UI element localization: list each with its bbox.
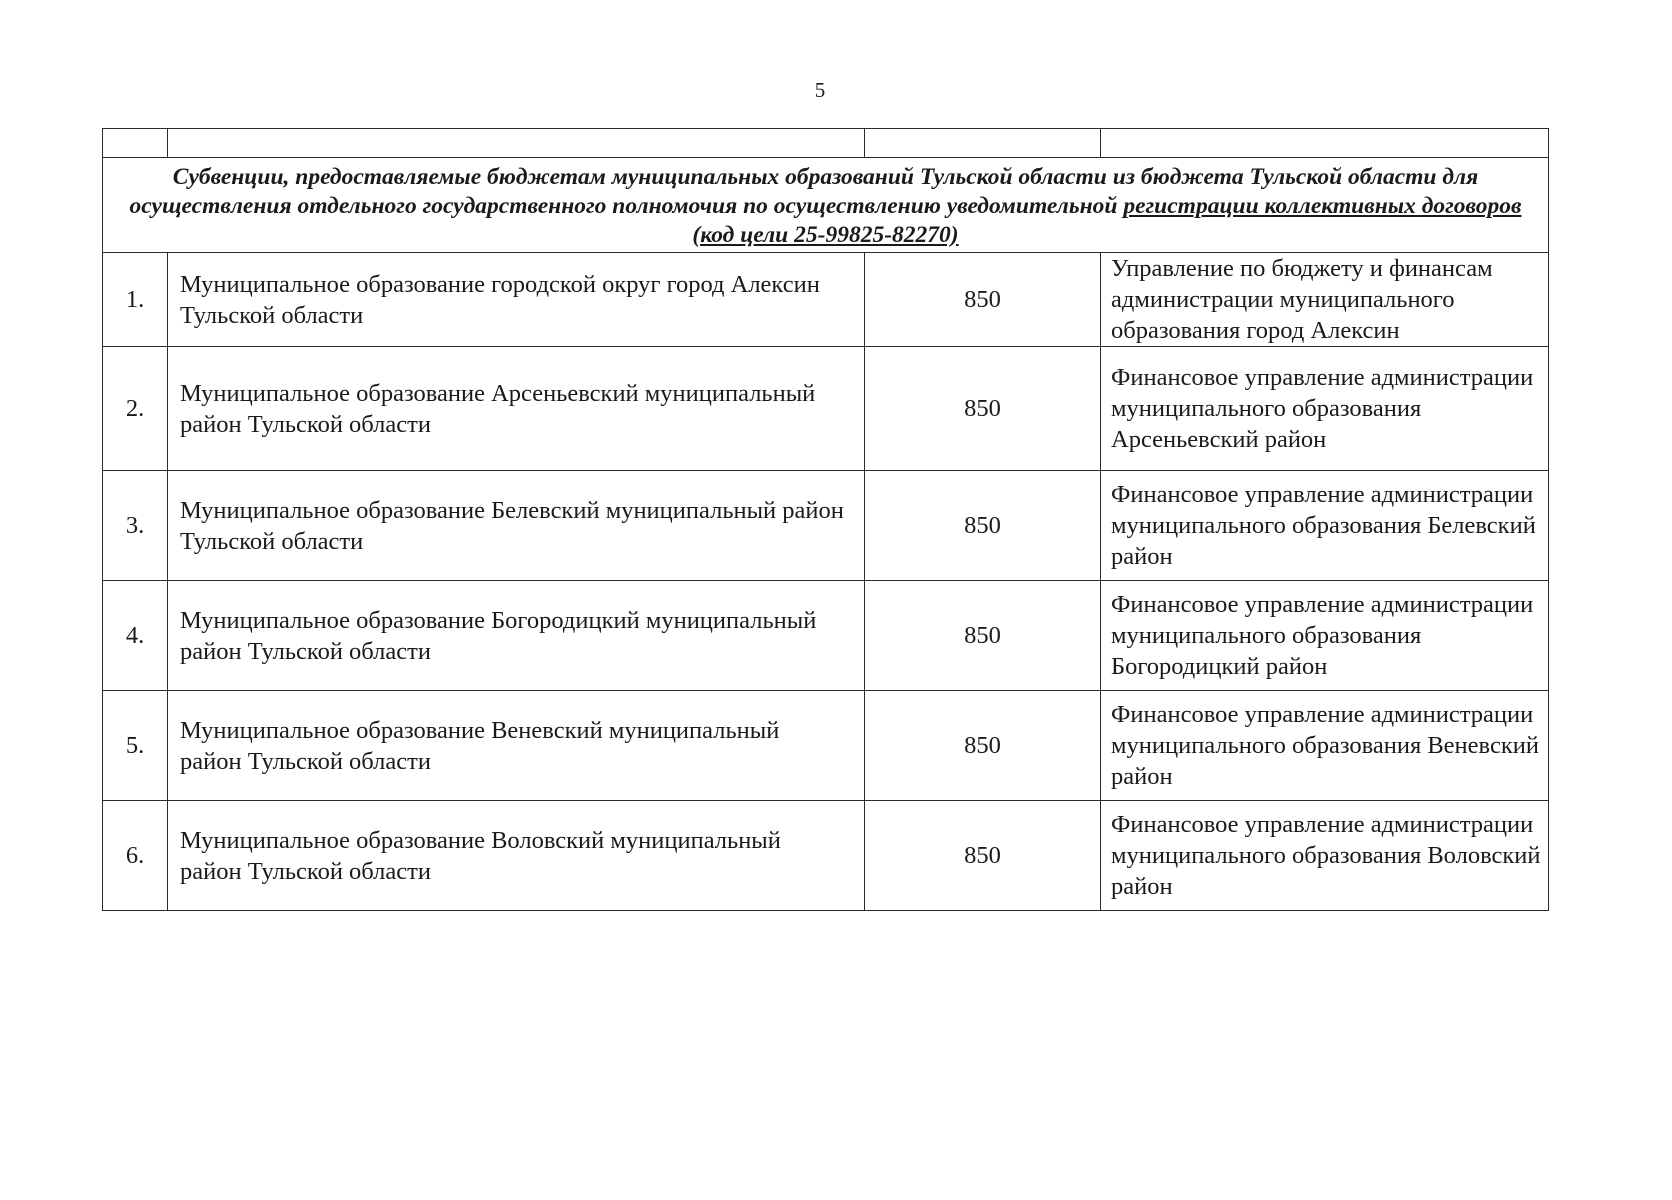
municipality-name: Муниципальное образование городской округ город Алексин Тульской области (168, 253, 865, 347)
row-number: 6. (103, 801, 168, 911)
table-row (103, 691, 1549, 801)
administrator-name: Финансовое управление администрации муниципального образования Веневский район (1101, 691, 1549, 801)
municipality-name: Муниципальное образование Арсеньевский муниципальный район Тульской области (168, 347, 865, 471)
table-row (103, 471, 1549, 581)
administrator-name: Управление по бюджету и финансам администрации муниципального образования город Алексин (1101, 253, 1549, 347)
section-title (130, 164, 1522, 248)
code-value: 850 (865, 691, 1101, 801)
empty-header-row (103, 129, 1549, 158)
row-number: 3. (103, 471, 168, 581)
section-title-underlined: регистрации коллективных договоров (код цели 25-99825-82270) (692, 192, 1522, 248)
code-value: 850 (865, 801, 1101, 911)
empty-cell (1101, 129, 1549, 158)
page-number: 5 (814, 78, 826, 102)
table-row (103, 347, 1549, 471)
empty-cell (168, 129, 865, 158)
code-value: 850 (865, 471, 1101, 581)
administrator-name: Финансовое управление администрации муниципального образования Богородицкий район (1101, 581, 1549, 691)
subvention-table (102, 128, 1549, 911)
empty-cell (865, 129, 1101, 158)
code-value: 850 (865, 581, 1101, 691)
section-title-text: Субвенции, предоставляемые бюджетам муниципальных образований Тульской области из бюджета Тульской области для осуществления отдельного государственного полномочия по осуществлению уведомительной (129, 163, 1479, 219)
municipality-name: Муниципальное образование Белевский муниципальный район Тульской области (168, 471, 865, 581)
row-number: 4. (103, 581, 168, 691)
row-number: 1. (103, 253, 168, 347)
table-row (103, 801, 1549, 911)
table-row (103, 581, 1549, 691)
row-number: 5. (103, 691, 168, 801)
section-header-cell (103, 158, 1549, 253)
section-header-row (103, 158, 1549, 253)
municipality-name: Муниципальное образование Воловский муниципальный район Тульской области (168, 801, 865, 911)
administrator-name: Финансовое управление администрации муниципального образования Воловский район (1101, 801, 1549, 911)
code-value: 850 (865, 347, 1101, 471)
row-number: 2. (103, 347, 168, 471)
code-value: 850 (865, 253, 1101, 347)
table-row (103, 253, 1549, 347)
administrator-name: Финансовое управление администрации муниципального образования Белевский район (1101, 471, 1549, 581)
administrator-name: Финансовое управление администрации муниципального образования Арсеньевский район (1101, 347, 1549, 471)
municipality-name: Муниципальное образование Веневский муниципальный район Тульской области (168, 691, 865, 801)
municipality-name: Муниципальное образование Богородицкий муниципальный район Тульской области (168, 581, 865, 691)
empty-cell (103, 129, 168, 158)
